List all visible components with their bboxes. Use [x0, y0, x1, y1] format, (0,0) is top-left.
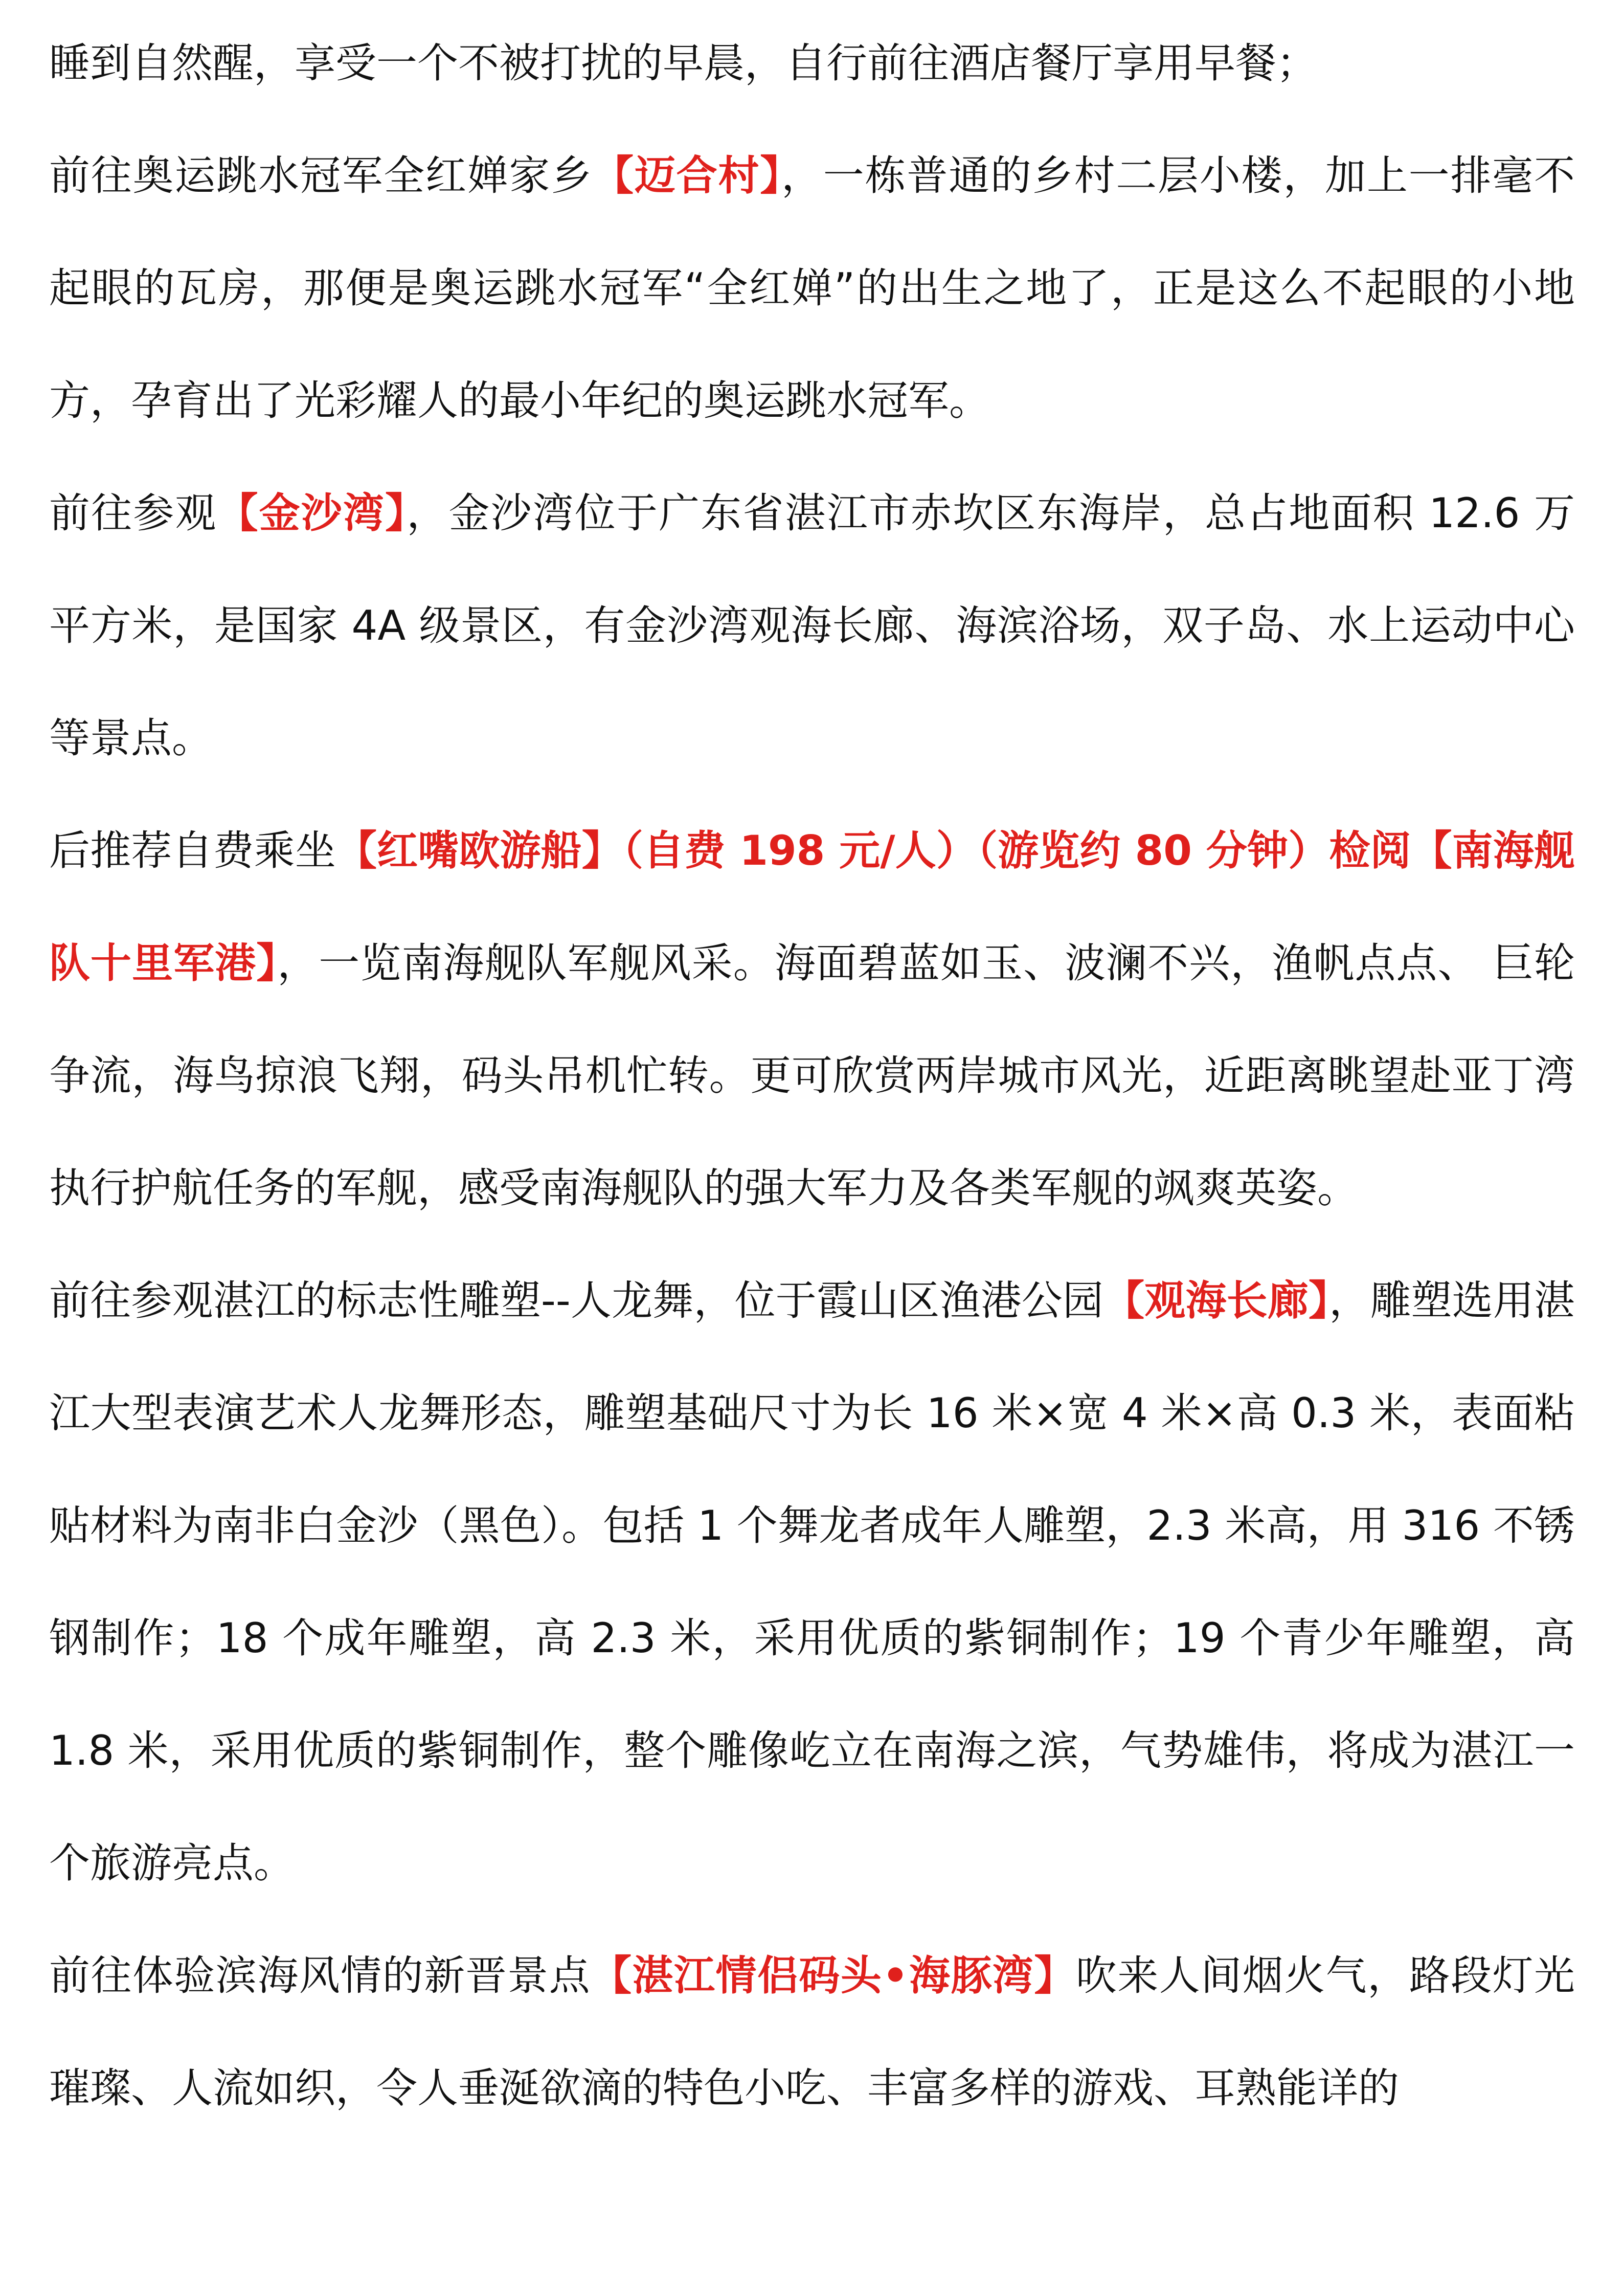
paragraph-text: ，金沙湾位于广东省湛江市赤坎区东海岸，总占地面积 12.6 万平方米，是国家 4A 级景区，有金沙湾观海长廊、海滨浴场，双子岛、水上运动中心等景点。	[49, 489, 1575, 762]
paragraph-text: 吹来人间烟火气，路段灯光璀璨、人流如织，令人垂涎欲滴的特色小吃、丰富多样的游戏、耳熟能详的	[49, 1952, 1575, 2112]
highlight-place-name: 【金沙湾】	[217, 489, 407, 537]
paragraph-text: ，一览南海舰队军舰风采。海面碧蓝如玉、波澜不兴，渔帆点点、 巨轮争流，海鸟掠浪飞翔，码头吊机忙转。更可欣赏两岸城市风光，近距离眺望赴亚丁湾执行护航任务的军舰，感受南海舰队的强大军力及各类军舰的飒爽英姿。	[49, 939, 1575, 1212]
paragraph-jinsha-bay	[49, 457, 1575, 795]
paragraph-text: 睡到自然醒，享受一个不被打扰的早晨，自行前往酒店餐厅享用早餐；	[49, 39, 1317, 87]
highlight-boat-tour-details: 【红嘴欧游船】（自费 198 元/人）（游览约 80 分钟）检阅【南海舰队十里军港】	[49, 827, 1575, 987]
paragraph-text: 后推荐自费乘坐	[49, 827, 336, 874]
highlight-place-name: 【观海长廊】	[1103, 1277, 1329, 1324]
highlight-place-name: 【迈合村】	[593, 152, 782, 199]
paragraph-text: 前往参观	[49, 489, 217, 537]
paragraph-maihe-village	[49, 120, 1575, 457]
paragraph-sea-promenade	[49, 1245, 1575, 1920]
document-page	[49, 0, 1575, 2145]
paragraph-text: 前往奥运跳水冠军全红婵家乡	[49, 152, 593, 199]
paragraph-lovers-pier	[49, 1920, 1575, 2145]
paragraph-breakfast	[49, 7, 1575, 120]
paragraph-text: ，雕塑选用湛江大型表演艺术人龙舞形态，雕塑基础尺寸为长 16 米×宽 4 米×高 0.3 米，表面粘贴材料为南非白金沙（黑色）。包括 1 个舞龙者成年人雕塑，2.3 米高，用 316 不锈钢制作；18 个成年雕塑，高 2.3 米，采用优质的紫铜制作；19 个青少年雕塑，高 1.8 米，采用优质的紫铜制作，整个雕像屹立在南海之滨，气势雄伟，将成为湛江一个旅游亮点。	[49, 1277, 1575, 1887]
paragraph-text: ，一栋普通的乡村二层小楼，加上一排毫不起眼的瓦房，那便是奥运跳水冠军“全红婵”的出生之地了，正是这么不起眼的小地方，孕育出了光彩耀人的最小年纪的奥运跳水冠军。	[49, 152, 1575, 424]
paragraph-text: 前往体验滨海风情的新晋景点	[49, 1952, 591, 1999]
highlight-place-name: 【湛江情侣码头•海豚湾】	[591, 1952, 1076, 1999]
paragraph-boat-tour	[49, 795, 1575, 1245]
paragraph-text: 前往参观湛江的标志性雕塑--人龙舞，位于霞山区渔港公园	[49, 1277, 1104, 1324]
